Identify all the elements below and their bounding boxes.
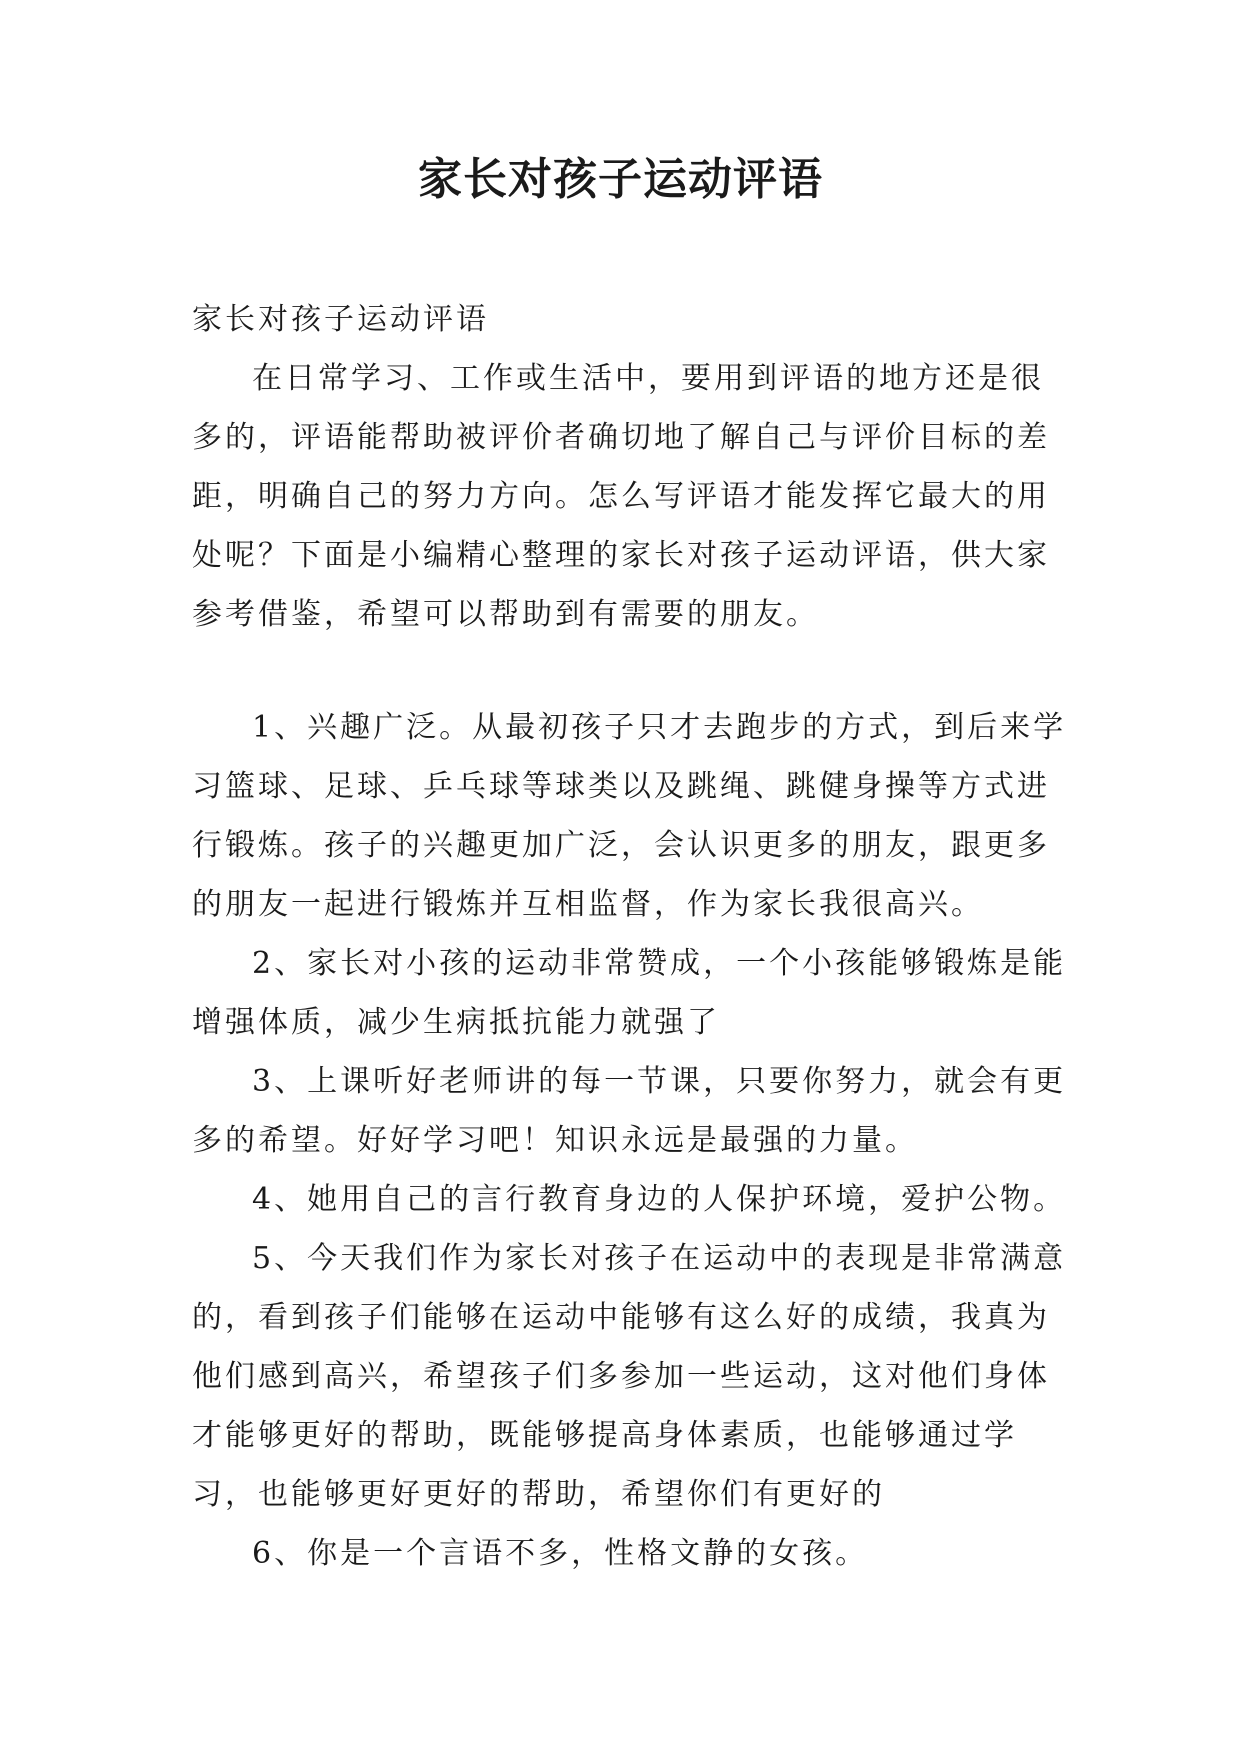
comment-item-1: 1、兴趣广泛。从最初孩子只才去跑步的方式，到后来学习篮球、足球、乒乓球等球类以及跳绳、跳健身操等方式进行锻炼。孩子的兴趣更加广泛，会认识更多的朋友，跟更多的朋友一起进行锻炼并互相监督，作为家长我很高兴。 [192, 710, 1067, 922]
document-body [192, 290, 1068, 1583]
intro-paragraph: 在日常学习、工作或生活中，要用到评语的地方还是很多的，评语能帮助被评价者确切地了解自己与评价目标的差距，明确自己的努力方向。怎么写评语才能发挥它最大的用处呢？下面是小编精心整理的家长对孩子运动评语，供大家参考借鉴，希望可以帮助到有需要的朋友。 [192, 361, 1050, 632]
comment-item-3: 3、上课听好老师讲的每一节课，只要你努力，就会有更多的希望。好好学习吧！知识永远是最强的力量。 [192, 1064, 1067, 1158]
document-title: 家长对孩子运动评语 [418, 154, 823, 205]
comment-item-6: 6、你是一个言语不多，性格文静的女孩。 [252, 1536, 869, 1571]
comment-item-2: 2、家长对小孩的运动非常赞成，一个小孩能够锻炼是能增强体质，减少生病抵抗能力就强了 [192, 946, 1067, 1040]
document-subtitle: 家长对孩子运动评语 [192, 302, 489, 337]
comment-item-4: 4、她用自己的言行教育身边的人保护环境，爱护公物。 [252, 1182, 1067, 1217]
paragraph-spacer [192, 644, 1068, 698]
comment-item-5: 5、今天我们作为家长对孩子在运动中的表现是非常满意的，看到孩子们能够在运动中能够有这么好的成绩，我真为他们感到高兴，希望孩子们多参加一些运动，这对他们身体才能够更好的帮助，既能够提高身体素质，也能够通过学习，也能够更好更好的帮助，希望你们有更好的 [192, 1241, 1067, 1512]
